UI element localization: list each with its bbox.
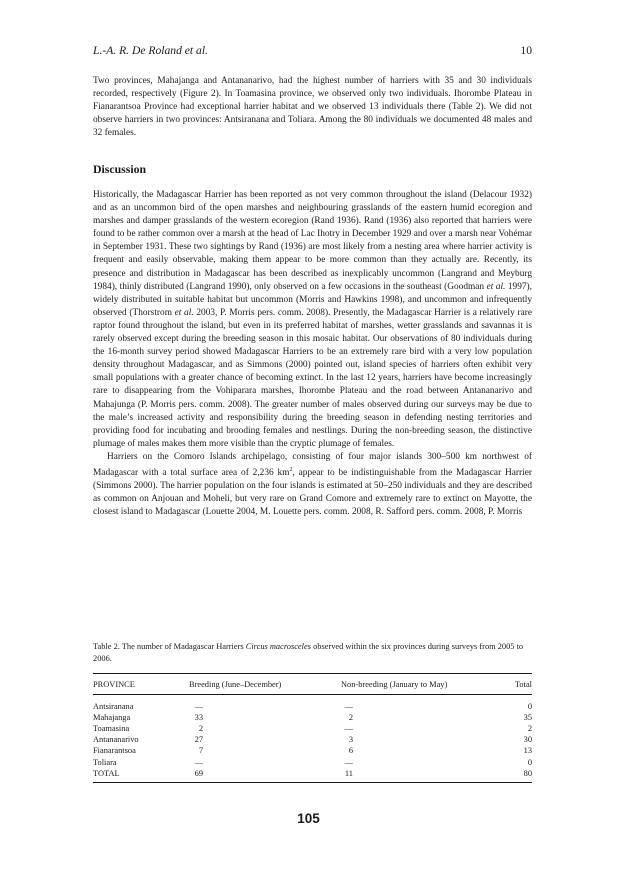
cell-nonbreeding-value: 2 xyxy=(348,712,353,722)
cell-breeding-value: 33 xyxy=(194,712,203,722)
discussion-body xyxy=(93,189,532,519)
cell-nonbreeding xyxy=(341,745,491,756)
cell-breeding-value: — xyxy=(194,701,203,711)
discussion-paragraph-1 xyxy=(93,189,532,451)
table-caption xyxy=(93,641,532,666)
table-body xyxy=(93,694,532,782)
cell-total: 2 xyxy=(527,724,532,733)
cell-nonbreeding xyxy=(341,768,491,783)
cell-nonbreeding xyxy=(341,712,491,723)
caption-text-a: Table 2. The number of Madagascar Harriers xyxy=(93,642,246,651)
cell-nonbreeding xyxy=(341,757,491,768)
cell-total: 35 xyxy=(523,712,532,722)
table-row xyxy=(93,757,532,768)
header-breeding: Breeding (June–December) xyxy=(189,679,282,689)
table-row xyxy=(93,734,532,745)
cell-nonbreeding-value: 3 xyxy=(348,735,353,745)
et-al-italic: et al. xyxy=(486,281,506,292)
table-header-row xyxy=(93,673,532,694)
header-province: PROVINCE xyxy=(93,679,135,689)
cell-province: TOTAL xyxy=(93,768,120,778)
superscript: 2 xyxy=(289,466,293,473)
cell-breeding xyxy=(189,723,341,734)
cell-province: Antananarivo xyxy=(93,735,139,745)
cell-breeding xyxy=(189,734,341,745)
discussion-p1-text-b: 1997), widely distributed in suitable habitat but uncommon (Morris and Hawkins 1998), and uncommon and infrequently observed (Thorstrom xyxy=(93,281,532,318)
cell-breeding-value: 69 xyxy=(194,768,203,778)
table-row xyxy=(93,745,532,756)
cell-total: 30 xyxy=(523,735,532,745)
cell-nonbreeding xyxy=(341,694,491,712)
cell-breeding-value: 27 xyxy=(194,735,203,745)
et-al-italic: et al. xyxy=(174,307,194,318)
cell-province: Fianarantsoa xyxy=(93,746,136,756)
cell-nonbreeding xyxy=(341,734,491,745)
table-2 xyxy=(93,641,532,783)
running-head-page-number: 10 xyxy=(520,44,532,57)
table-row xyxy=(93,723,532,734)
cell-nonbreeding-value: — xyxy=(344,724,353,733)
cell-nonbreeding-value: 11 xyxy=(344,768,353,778)
results-paragraph: Two provinces, Mahajanga and Antananarivo, had the highest number of harriers with 35 and 30 individuals recorded, respectively (Figure 2). In Toamasina province, we observed only two individuals. Ihorombe Plateau in Fianarantsoa Province had exceptional harrier habitat and we observed 13 individuals there (Table 2). We did not observe harriers in two provinces: Antsiranana and Toliara. Among the 80 individuals we documented 48 males and 32 females. xyxy=(93,76,532,139)
cell-breeding xyxy=(189,768,341,783)
discussion-paragraph-2 xyxy=(93,451,532,520)
cell-nonbreeding-value: — xyxy=(344,757,353,767)
cell-province: Toamasina xyxy=(93,724,130,733)
header-total: Total xyxy=(514,679,532,689)
cell-breeding xyxy=(189,712,341,723)
cell-nonbreeding-value: 6 xyxy=(348,746,353,756)
cell-breeding xyxy=(189,745,341,756)
discussion-heading: Discussion xyxy=(93,162,147,176)
harrier-count-table xyxy=(93,673,532,783)
cell-nonbreeding-value: — xyxy=(344,701,353,711)
table-total-row xyxy=(93,768,532,783)
cell-total: 13 xyxy=(523,746,532,756)
running-head xyxy=(93,44,532,60)
cell-breeding xyxy=(189,694,341,712)
cell-province: Toliara xyxy=(93,757,117,767)
cell-total: 0 xyxy=(527,701,532,711)
folio-page-number: 105 xyxy=(297,811,320,826)
header-nonbreeding: Non-breeding (January to May) xyxy=(341,679,448,689)
discussion-p2-text-a: Harriers on the Comoro Islands archipelago, consisting of four major islands 300–500 km northwest of Madagascar with a total surface area of 2,236 km xyxy=(93,451,532,479)
discussion-p1-text-a: Historically, the Madagascar Harrier has been reported as not very common throughout the island (Delacour 1932) and as an uncommon bird of the open marshes and neighbouring grasslands of the eastern humid ecoregion and marshes and damper grasslands of the western ecoregion (Rand 1936). Rand (1936) also reported that harriers were found to be rather common over a marsh at the head of Lac Ihotry in December 1929 and over a marsh near Vohémar in September 1931. These two sightings by Rand (1936) are most likely from a nesting area where harrier activity is frequent and easily observable, making them appear to be more common than they actually are. Recently, its presence and distribution in Madagascar has been described as inexplicably uncommon (Langrand and Meyburg 1984), thinly distributed (Langrand 1990), only observed on a few occasions in the southeast (Goodman xyxy=(93,190,532,292)
discussion-p1-text-c: 2003, P. Morris pers. comm. 2008). Presently, the Madagascar Harrier is a relatively rare raptor found throughout the island, but even in its preferred habitat of marshes, wetter grasslands and savannas it is rarely observed except during the breeding season in this mosaic habitat. Our observations of 80 individuals during the 16-month survey period showed Madagascar Harriers to be an extremely rare bird with a very low population density throughout Madagascar, and as Simmons (2000) pointed out, island species of harriers often exhibit very small populations with a greater chance of becoming extinct. In the last 12 years, harriers have become increasingly rare to disappearing from the Vohiparara marshes, Ihorombe Plateau and the road between Antananarivo and Mahajunga (P. Morris pers. comm. 2008). The greater number of males observed during our surveys may be due to the male’s increased activity and responsibility during the breeding season in defending nesting territories and providing food for incubating and brooding females and nestlings. During the non-breeding season, the distinctive plumage of males makes them more visible than the cryptic plumage of females. xyxy=(93,307,532,449)
cell-breeding-value: — xyxy=(194,757,203,767)
cell-total: 80 xyxy=(523,768,532,778)
table-row xyxy=(93,694,532,712)
cell-breeding-value: 2 xyxy=(198,724,203,733)
running-head-authors: L.-A. R. De Roland et al. xyxy=(93,44,208,57)
table-row xyxy=(93,712,532,723)
cell-nonbreeding xyxy=(341,723,491,734)
caption-species-name: Circus macrosceles xyxy=(245,642,311,651)
cell-total: 0 xyxy=(527,757,532,767)
cell-breeding-value: 7 xyxy=(198,746,203,756)
cell-province: Antsiranana xyxy=(93,701,134,711)
cell-province: Mahajanga xyxy=(93,712,131,722)
caption-text-b: observed within the six provinces during surveys from 2005 to 2006. xyxy=(93,642,524,664)
discussion-p2-text-b: , appear to be indistinguishable from the Madagascar Harrier (Simmons 2000). The harrier population on the four islands is estimated at 50–250 individuals and they are described as common on Anjouan and Moheli, but very rare on Grand Comore and extremely rare to extinct on Mayotte, the closest island to Madagascar (Louette 2004, M. Louette pers. comm. 2008, R. Safford pers. comm. 2008, P. Morris xyxy=(93,468,533,518)
cell-breeding xyxy=(189,757,341,768)
